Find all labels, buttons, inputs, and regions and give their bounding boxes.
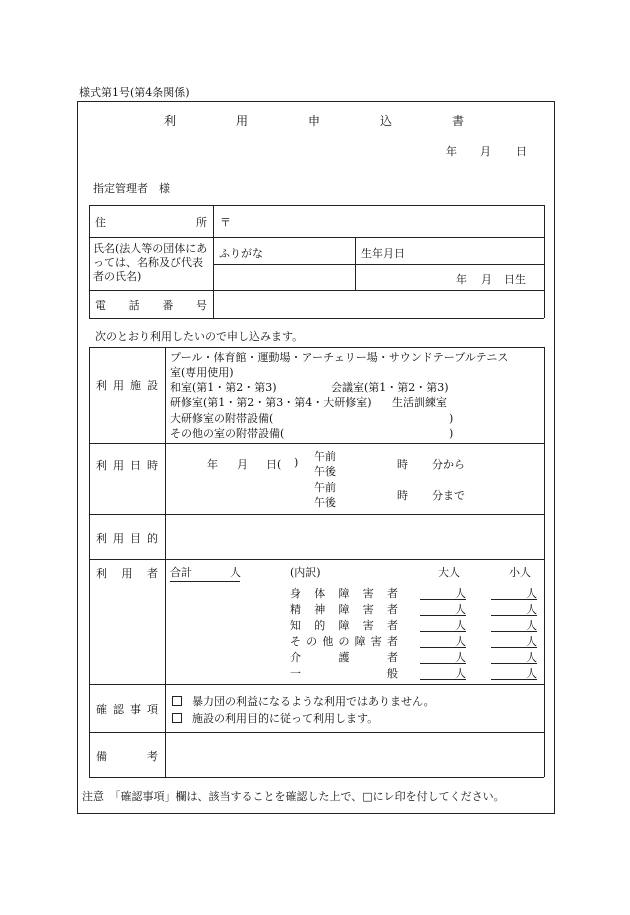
facilities-label: 利 用 施 設	[96, 379, 158, 392]
confirm-item-2: 施設の利用目的に従って利用します。	[172, 710, 378, 726]
postal-mark: 〒	[220, 216, 231, 229]
facility-seikatsu-kunren: 生活訓練室	[392, 396, 447, 409]
start-am: 午前	[314, 450, 336, 463]
row-physical-disability: 身 体 障 害 者	[290, 587, 398, 600]
address-label: 住 所	[95, 216, 207, 229]
child-count-1: 人	[491, 585, 537, 600]
end-hour: 時	[397, 489, 408, 502]
facility-line-1: プール・体育館・運動場・アーチェリー場・サウンドテーブルテニス	[170, 351, 509, 364]
footer-note: 注意 「確認事項」欄は、該当することを確認した上で、□にレ印を付してください。	[82, 790, 505, 803]
furigana-label: ふりがな	[219, 247, 263, 260]
end-am: 午前	[314, 481, 336, 494]
phone-label: 電 話 番 号	[95, 299, 207, 312]
facility-washitsu: 和室(第1・第2・第3)	[170, 381, 277, 394]
start-from: 分から	[432, 458, 465, 471]
birthdate-label: 生年月日	[361, 247, 405, 260]
datetime-day: 日(	[266, 458, 282, 471]
intro-text: 次のとおり利用したいので申し込みます。	[95, 330, 304, 343]
form-number: 様式第1号(第4条関係)	[79, 86, 190, 99]
row-general: 一 般	[290, 667, 398, 680]
row-other-disability: そ の 他 の 障 害 者	[290, 635, 398, 648]
row-mental-disability: 精 神 障 害 者	[290, 603, 398, 616]
datetime-label: 利 用 日 時	[96, 459, 158, 472]
close-paren-1: )	[449, 412, 454, 425]
facility-other-equipment: その他の室の附帯設備(	[170, 427, 285, 440]
confirm-checkbox-1[interactable]	[172, 696, 182, 706]
addressee: 指定管理者 様	[93, 182, 170, 195]
adult-count-6: 人	[420, 665, 466, 680]
start-pm: 午後	[314, 465, 336, 478]
users-breakdown-label: (内訳)	[290, 566, 321, 579]
datetime-month: 月	[237, 458, 248, 471]
birth-day: 日生	[504, 273, 526, 286]
col-child: 小人	[509, 566, 531, 579]
adult-count-3: 人	[420, 617, 466, 632]
child-count-6: 人	[491, 665, 537, 680]
birth-year: 年	[456, 273, 467, 286]
child-count-5: 人	[491, 649, 537, 664]
child-count-2: 人	[491, 601, 537, 616]
facility-dai-kenshushitsu-equipment: 大研修室の附帯設備(	[170, 412, 274, 425]
facility-kenshushitsu: 研修室(第1・第2・第3・第4・大研修室)	[170, 396, 372, 409]
facility-kaigishitsu: 会議室(第1・第2・第3)	[331, 381, 449, 394]
confirm-item-1: 暴力団の利益になるような利用ではありません。	[172, 693, 435, 709]
child-count-3: 人	[491, 617, 537, 632]
child-count-4: 人	[491, 633, 537, 648]
date-day: 日	[516, 145, 527, 158]
close-paren-2: )	[449, 427, 454, 440]
remarks-label: 備 考	[96, 750, 158, 763]
start-hour: 時	[397, 458, 408, 471]
name-label: 氏名(法人等の団体にあっては、名称及び代表者の氏名)	[93, 242, 208, 283]
confirm-label: 確 認 事 項	[96, 703, 158, 716]
date-month: 月	[480, 145, 491, 158]
facility-line-2: 室(専用使用)	[170, 366, 234, 379]
date-year: 年	[446, 145, 457, 158]
adult-count-1: 人	[420, 585, 466, 600]
col-adult: 大人	[438, 566, 460, 579]
form-title: 利 用 申 込 書	[163, 114, 488, 128]
adult-count-5: 人	[420, 649, 466, 664]
confirm-checkbox-2[interactable]	[172, 713, 182, 723]
datetime-year: 年	[207, 458, 218, 471]
adult-count-2: 人	[420, 601, 466, 616]
row-intellectual-disability: 知 的 障 害 者	[290, 619, 398, 632]
users-total: 合計 人	[170, 564, 240, 582]
datetime-day-close: )	[294, 456, 299, 469]
end-pm: 午後	[314, 496, 336, 509]
purpose-label: 利 用 目 的	[96, 532, 158, 545]
row-caregiver: 介 護 者	[290, 651, 398, 664]
end-until: 分まで	[432, 489, 465, 502]
users-label: 利 用 者	[96, 567, 158, 580]
birth-month: 月	[481, 273, 492, 286]
adult-count-4: 人	[420, 633, 466, 648]
